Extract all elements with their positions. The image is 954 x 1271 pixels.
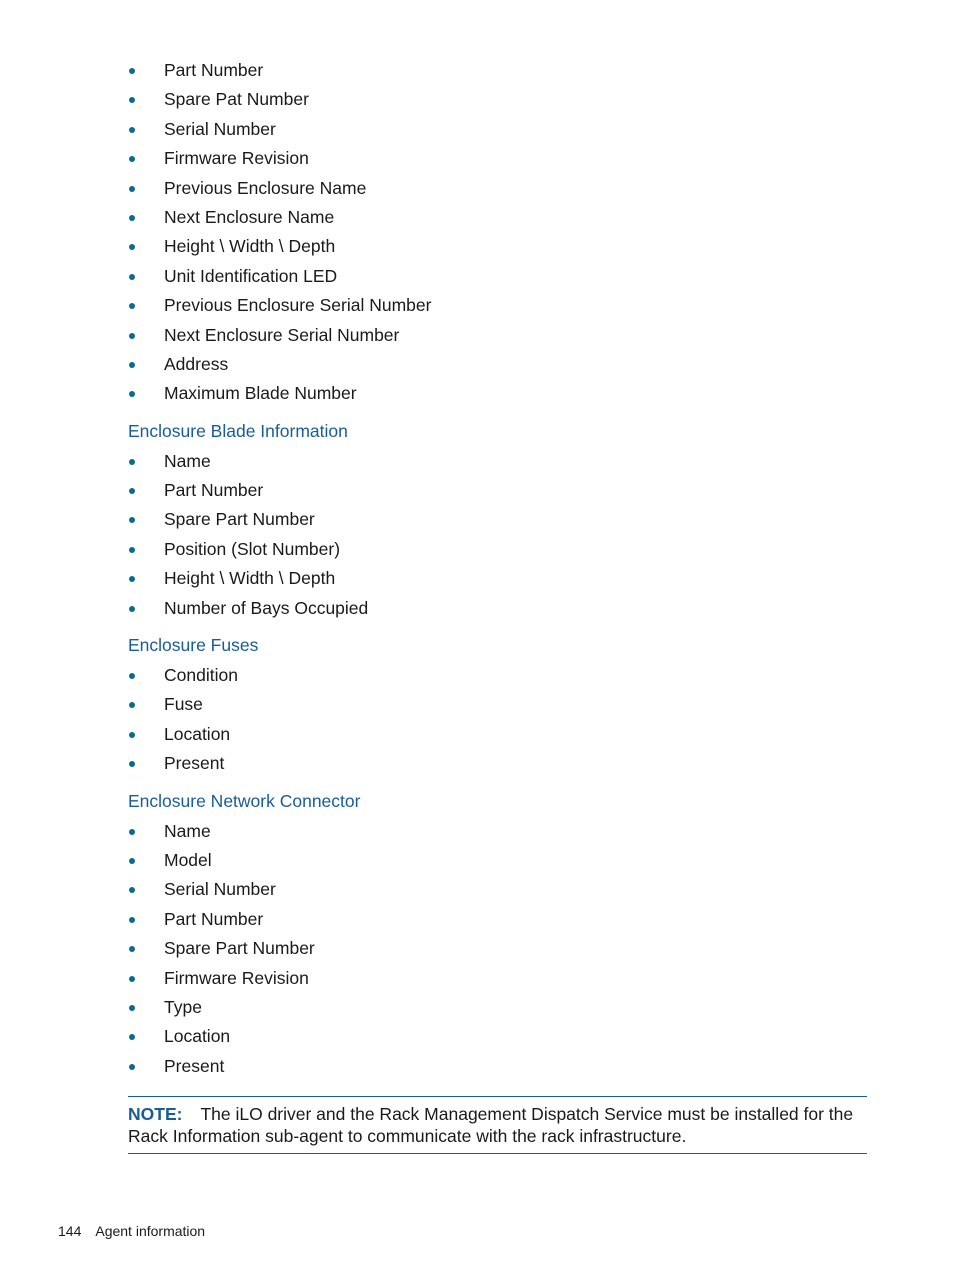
list-item: Unit Identification LED	[128, 262, 867, 291]
list-item: Serial Number	[128, 875, 867, 904]
list-item: Fuse	[128, 690, 867, 719]
list-item: Present	[128, 749, 867, 778]
bullet-icon	[129, 761, 135, 767]
bullet-icon	[129, 732, 135, 738]
bullet-icon	[129, 917, 135, 923]
section-heading-fuses: Enclosure Fuses	[128, 635, 259, 656]
list-item: Height \ Width \ Depth	[128, 232, 867, 261]
list-item: Location	[128, 1022, 867, 1051]
bullet-icon	[129, 702, 135, 708]
bullet-icon	[129, 156, 135, 162]
list-item: Number of Bays Occupied	[128, 594, 867, 623]
section-heading-blade-information: Enclosure Blade Information	[128, 420, 348, 441]
bullet-icon	[129, 976, 135, 982]
blade-bullet-list	[128, 447, 867, 623]
list-item: Location	[128, 720, 867, 749]
bullet-icon	[129, 1034, 135, 1040]
bullet-icon	[129, 576, 135, 582]
bullet-icon	[129, 1005, 135, 1011]
bullet-icon	[129, 274, 135, 280]
list-item: Previous Enclosure Serial Number	[128, 291, 867, 320]
bullet-icon	[129, 829, 135, 835]
bullet-icon	[129, 391, 135, 397]
bullet-icon	[129, 97, 135, 103]
list-item: Maximum Blade Number	[128, 379, 867, 408]
network-bullet-list	[128, 817, 867, 1082]
list-item: Next Enclosure Serial Number	[128, 321, 867, 350]
section-heading-network-connector: Enclosure Network Connector	[128, 790, 361, 811]
list-item: Name	[128, 817, 867, 846]
bullet-icon	[129, 333, 135, 339]
bullet-icon	[129, 858, 135, 864]
bullet-icon	[129, 606, 135, 612]
top-bullet-list	[128, 56, 867, 409]
bullet-icon	[129, 362, 135, 368]
note-label: NOTE:	[128, 1104, 183, 1124]
bullet-icon	[129, 488, 135, 494]
page-number: 144	[58, 1223, 82, 1239]
bullet-icon	[129, 68, 135, 74]
list-item: Condition	[128, 661, 867, 690]
list-item: Spare Pat Number	[128, 85, 867, 114]
bullet-icon	[129, 186, 135, 192]
list-item: Serial Number	[128, 115, 867, 144]
list-item: Part Number	[128, 476, 867, 505]
list-item: Spare Part Number	[128, 505, 867, 534]
list-item: Spare Part Number	[128, 934, 867, 963]
bullet-icon	[129, 1064, 135, 1070]
bullet-icon	[129, 946, 135, 952]
list-item: Height \ Width \ Depth	[128, 564, 867, 593]
note-box	[128, 1096, 867, 1154]
list-item: Model	[128, 846, 867, 875]
list-item: Name	[128, 447, 867, 476]
list-item: Part Number	[128, 905, 867, 934]
bullet-icon	[129, 547, 135, 553]
bullet-icon	[129, 215, 135, 221]
list-item: Position (Slot Number)	[128, 535, 867, 564]
fuses-bullet-list	[128, 661, 867, 779]
bullet-icon	[129, 244, 135, 250]
list-item: Previous Enclosure Name	[128, 174, 867, 203]
page-footer	[58, 1223, 205, 1239]
note-text: The iLO driver and the Rack Management Dispatch Service must be installed for the Rack Information sub-agent to communicate with the rack infrastructure.	[128, 1104, 854, 1146]
bullet-icon	[129, 459, 135, 465]
list-item: Part Number	[128, 56, 867, 85]
list-item: Next Enclosure Name	[128, 203, 867, 232]
list-item: Type	[128, 993, 867, 1022]
page-content	[128, 56, 867, 1081]
bullet-icon	[129, 303, 135, 309]
bullet-icon	[129, 673, 135, 679]
footer-title: Agent information	[95, 1223, 206, 1239]
list-item: Present	[128, 1052, 867, 1081]
list-item: Firmware Revision	[128, 964, 867, 993]
bullet-icon	[129, 127, 135, 133]
bullet-icon	[129, 517, 135, 523]
list-item: Firmware Revision	[128, 144, 867, 173]
list-item: Address	[128, 350, 867, 379]
bullet-icon	[129, 887, 135, 893]
